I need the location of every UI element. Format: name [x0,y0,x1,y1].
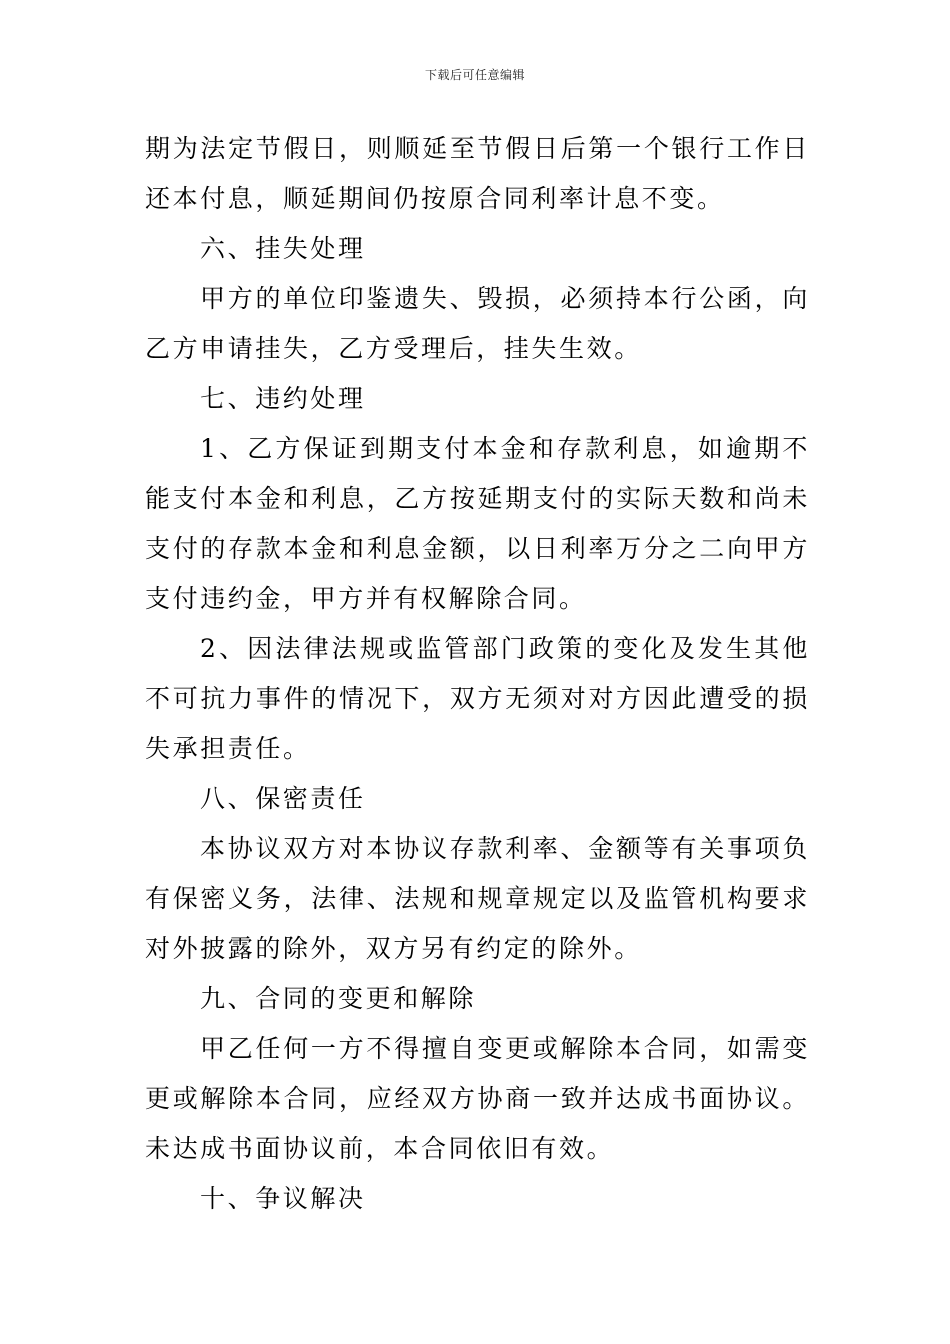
paragraph-continuation: 期为法定节假日，则顺延至节假日后第一个银行工作日还本付息，顺延期间仍按原合同利率计息不变。 [145,134,810,213]
paragraph-amendment: 甲乙任何一方不得擅自变更或解除本合同，如需变更或解除本合同，应经双方协商一致并达成书面协议。未达成书面协议前，本合同依旧有效。 [145,1034,810,1163]
section-heading-7: 七、违约处理 [200,384,366,413]
section-heading-8: 八、保密责任 [200,784,366,813]
header-note: 下载后可任意编辑 [424,68,525,82]
paragraph-loss-report: 甲方的单位印鉴遗失、毁损，必须持本行公函，向乙方申请挂失，乙方受理后，挂失生效。 [145,284,810,363]
section-heading-6: 六、挂失处理 [200,234,366,263]
paragraph-breach-1: 1、乙方保证到期支付本金和存款利息，如逾期不能支付本金和利息，乙方按延期支付的实际天数和尚未支付的存款本金和利息金额，以日利率万分之二向甲方支付违约金，甲方并有权解除合同。 [145,434,810,613]
section-heading-10: 十、争议解决 [200,1184,366,1213]
paragraph-confidentiality: 本协议双方对本协议存款利率、金额等有关事项负有保密义务，法律、法规和规章规定以及监管机构要求对外披露的除外，双方另有约定的除外。 [145,834,810,963]
document-body [145,124,810,1224]
paragraph-breach-2: 2、因法律法规或监管部门政策的变化及发生其他不可抗力事件的情况下，双方无须对对方因此遭受的损失承担责任。 [145,634,810,763]
section-heading-9: 九、合同的变更和解除 [200,984,477,1013]
